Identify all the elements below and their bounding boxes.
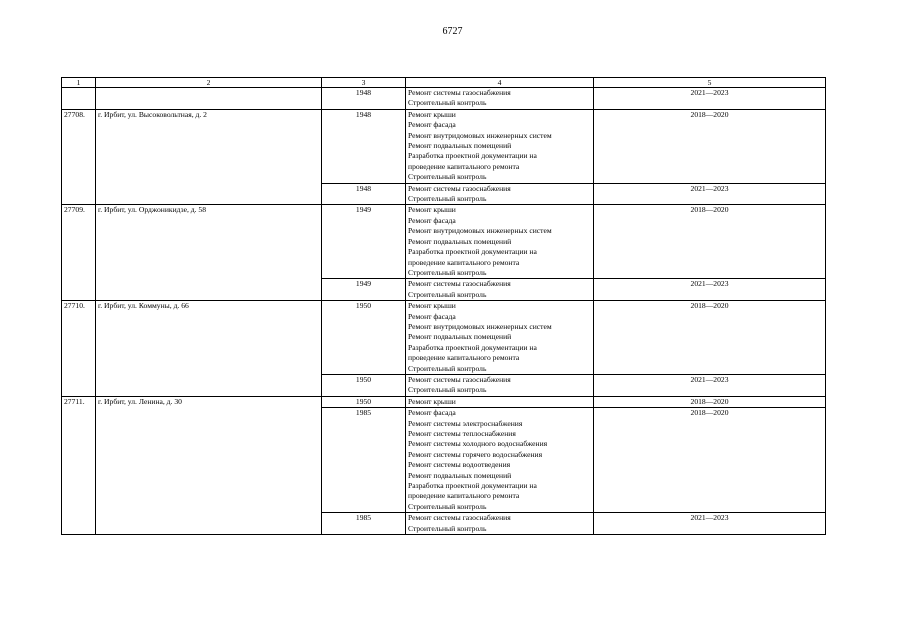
construction-year: 1950: [322, 374, 406, 396]
work-type-item: Ремонт внутридомовых инженерных систем: [408, 130, 552, 140]
object-number: 27708.: [62, 109, 96, 205]
work-type-item: проведение капитального ремонта: [408, 353, 520, 363]
column-number: 3: [322, 78, 406, 88]
object-address: г. Ирбит, ул. Коммуны, д. 66: [96, 301, 322, 397]
work-type-item: Строительный контроль: [408, 385, 487, 395]
work-type-item: Ремонт крыши: [408, 205, 456, 215]
repair-period: 2021—2023: [594, 183, 826, 205]
object-number: 27711.: [62, 396, 96, 534]
table-row: [62, 88, 826, 110]
object-address: [96, 88, 322, 110]
work-types: [406, 374, 594, 396]
construction-year: 1949: [322, 205, 406, 279]
work-type-item: Ремонт внутридомовых инженерных систем: [408, 321, 552, 331]
work-type-item: Ремонт подвальных помещений: [408, 236, 512, 246]
construction-year: 1985: [322, 408, 406, 513]
work-type-item: Ремонт крыши: [408, 301, 456, 311]
work-type-item: Ремонт фасада: [408, 215, 456, 225]
construction-year: 1948: [322, 109, 406, 183]
work-type-item: Строительный контроль: [408, 98, 487, 108]
work-type-item: Разработка проектной документации на: [408, 151, 537, 161]
repair-period: 2021—2023: [594, 513, 826, 535]
column-number: 4: [406, 78, 594, 88]
work-type-item: проведение капитального ремонта: [408, 161, 520, 171]
work-types: [406, 109, 594, 183]
work-type-item: Строительный контроль: [408, 267, 487, 277]
work-type-item: Ремонт системы горячего водоснабжения: [408, 449, 543, 459]
column-number-row: [62, 78, 826, 88]
repair-period: 2018—2020: [594, 109, 826, 183]
work-type-item: Ремонт подвальных помещений: [408, 332, 512, 342]
work-type-item: Ремонт системы теплоснабжения: [408, 429, 516, 438]
repair-period: 2018—2020: [594, 408, 826, 513]
work-type-item: Ремонт системы холодного водоснабжения: [408, 439, 548, 449]
construction-year: 1948: [322, 88, 406, 110]
column-number: 2: [96, 78, 322, 88]
work-type-item: Ремонт системы газоснабжения: [408, 513, 511, 523]
construction-year: 1950: [322, 301, 406, 375]
work-type-item: Ремонт системы газоснабжения: [408, 279, 511, 289]
work-type-item: Разработка проектной документации на: [408, 342, 537, 352]
work-types: [406, 279, 594, 301]
work-type-item: Строительный контроль: [408, 289, 487, 299]
table-row: [62, 205, 826, 279]
work-type-item: Ремонт внутридомовых инженерных систем: [408, 226, 552, 236]
repair-period: 2018—2020: [594, 205, 826, 279]
object-number: [62, 88, 96, 110]
work-types: [406, 396, 594, 407]
construction-year: 1985: [322, 513, 406, 535]
work-types: [406, 513, 594, 535]
object-number: 27709.: [62, 205, 96, 301]
work-type-item: Строительный контроль: [408, 172, 487, 182]
table-row: [62, 109, 826, 183]
repair-period: 2018—2020: [594, 396, 826, 407]
work-type-item: Ремонт системы электроснабжения: [408, 418, 523, 428]
work-types: [406, 408, 594, 513]
work-types: [406, 88, 594, 110]
work-type-item: Ремонт фасада: [408, 311, 456, 321]
object-address: г. Ирбит, ул. Высоковольтная, д. 2: [96, 109, 322, 205]
work-type-item: Ремонт системы газоснабжения: [408, 88, 511, 97]
work-type-item: Строительный контроль: [408, 363, 487, 373]
table-row: [62, 301, 826, 375]
construction-year: 1949: [322, 279, 406, 301]
work-type-item: Строительный контроль: [408, 501, 487, 511]
work-type-item: Ремонт крыши: [408, 109, 456, 119]
work-type-item: Ремонт системы газоснабжения: [408, 183, 511, 193]
work-type-item: Разработка проектной документации на: [408, 247, 537, 257]
repair-period: 2018—2020: [594, 301, 826, 375]
table-row: [62, 396, 826, 407]
work-types: [406, 205, 594, 279]
work-type-item: проведение капитального ремонта: [408, 257, 520, 267]
work-type-item: Строительный контроль: [408, 523, 487, 533]
work-type-item: Строительный контроль: [408, 194, 487, 204]
column-number: 5: [594, 78, 826, 88]
work-type-item: Разработка проектной документации на: [408, 481, 537, 491]
work-types: [406, 183, 594, 205]
column-number: 1: [62, 78, 96, 88]
work-type-item: Ремонт системы водоотведения: [408, 460, 511, 470]
table-body: [62, 78, 826, 535]
repair-period: 2021—2023: [594, 88, 826, 110]
work-types: [406, 301, 594, 375]
object-number: 27710.: [62, 301, 96, 397]
work-type-item: проведение капитального ремонта: [408, 491, 520, 501]
object-address: г. Ирбит, ул. Ленина, д. 30: [96, 396, 322, 534]
work-type-item: Ремонт подвальных помещений: [408, 141, 512, 151]
repair-period: 2021—2023: [594, 374, 826, 396]
page-number: 6727: [442, 26, 463, 37]
repair-schedule-table: [61, 77, 826, 535]
repair-period: 2021—2023: [594, 279, 826, 301]
work-type-item: Ремонт системы газоснабжения: [408, 374, 511, 384]
work-type-item: Ремонт фасада: [408, 408, 456, 418]
work-type-item: Ремонт крыши: [408, 396, 456, 406]
work-type-item: Ремонт подвальных помещений: [408, 470, 512, 480]
construction-year: 1950: [322, 396, 406, 407]
object-address: г. Ирбит, ул. Орджоникидзе, д. 58: [96, 205, 322, 301]
construction-year: 1948: [322, 183, 406, 205]
work-type-item: Ремонт фасада: [408, 120, 456, 130]
